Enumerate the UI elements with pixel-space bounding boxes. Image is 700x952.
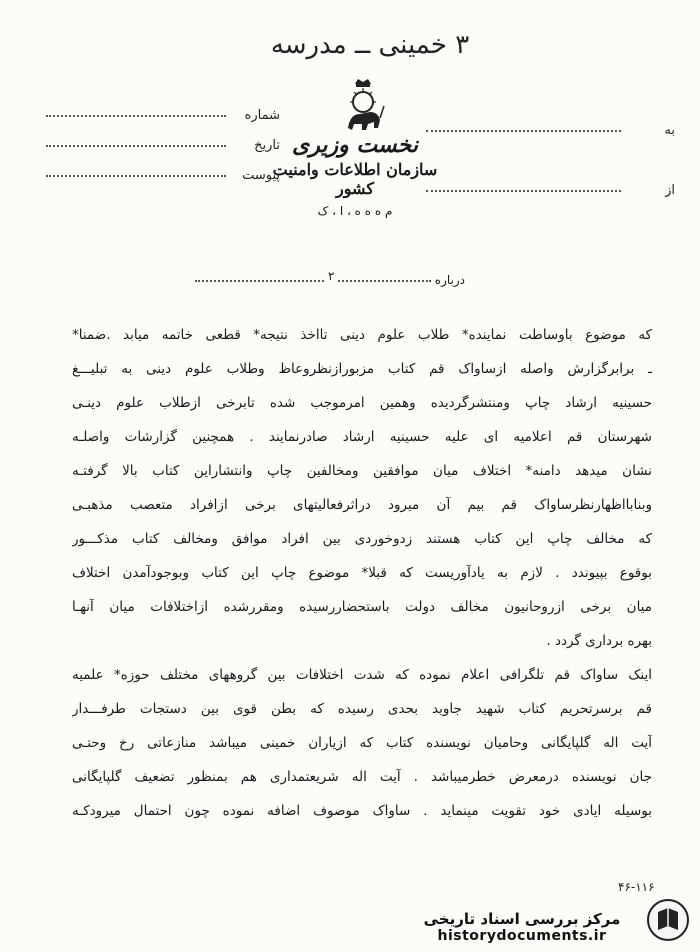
body-line: حسینیه ارشاد چاپ ومنتشرگردیده وهمین امرموجب شده تابرخی ازطلاب علوم دینـی	[72, 395, 652, 411]
meta-fields-left	[40, 100, 280, 190]
org-line-prime-ministry: نخست وزیری	[292, 132, 418, 158]
body-line: جان نویسنده درمعرض خطرمیباشد . آیت اله شریعتمداری هم بمنظور تضعیف گلپایگانی	[72, 769, 652, 785]
field-number	[40, 100, 280, 130]
page-number: ۲	[325, 269, 337, 283]
org-line-code: م ه ه ه ، ا ، ک	[317, 204, 393, 218]
dotted-line	[426, 129, 621, 132]
subject-field	[195, 270, 465, 290]
watermark-title: مرکز بررسی اسناد تاریخی	[423, 910, 621, 928]
body-line: ـ برابرگزارش واصله ازساواک قم کتاب مزبورازنظروعاظ وطلاب علوم دینی به تبلیـــغ	[72, 361, 652, 377]
field-from	[420, 160, 675, 220]
dotted-line	[426, 189, 621, 192]
dotted-line	[46, 114, 226, 117]
body-line: وبنابااظهارنظرساواک قم بیم آن میرود دراثرفعالیتهای برخی ازافراد متعصب مذهبـی	[72, 497, 652, 513]
lion-and-sun-emblem-icon	[340, 78, 386, 134]
organization-heading	[270, 132, 440, 218]
watermark-url: historydocuments.ir	[437, 928, 607, 944]
dotted-line	[46, 174, 226, 177]
field-to	[420, 100, 675, 160]
body-line: که مخالف چاپ این کتاب هستند زدوخوردی بین افراد موافق ومخالف کتاب مذکـــور	[72, 531, 652, 547]
watermark-logo-icon	[646, 898, 690, 942]
body-line: شهرستان قم اعلامیه ای علیه حسینیه ارشاد صادرنمایند . همچنین گزارشات واصلـه	[72, 429, 652, 445]
meta-fields-right	[420, 100, 675, 220]
body-line: بهره برداری گردد .	[546, 633, 652, 649]
body-line: آیت اله گلپایگانی وحامیان نویسنده کتاب که ازیاران خمینی میباشد منازعاتی رخ وحتـی	[72, 735, 652, 751]
reference-number: ۴۶-۱۱۶	[618, 880, 655, 894]
field-date	[40, 130, 280, 160]
body-line: اینک ساواک قم تلگرافی اعلام نموده که شدت اختلافات بین گروههای مختلف حوزه* علمیه	[72, 667, 652, 683]
dotted-line	[46, 144, 226, 147]
subject-label: درباره	[434, 273, 465, 287]
watermark	[402, 910, 642, 944]
body-line: میان برخی ازروحانیون مخالف دولت باستحضاررسیده ومقررشده ازاختلافات میان آنهـا	[72, 599, 652, 615]
body-line: بوسیله ایادی خود تقویت مینماید . ساواک موصوف اضافه نموده چون احتمال میرودکـه	[72, 803, 652, 819]
field-number-label: شماره	[244, 107, 280, 123]
body-line: که موضوع باوساطت نماینده* طلاب علوم دینی تااخذ نتیجه* قطعی خاتمه میابد .ضمنا*	[72, 327, 652, 343]
body-line: قم برسرتحریم کتاب شهید جاوید بحدی رسیده که بطن قوی بین دستجات طرفـــدار	[72, 701, 652, 717]
body-line: بوقوع بپیوندد . لازم به یادآوریست که قبلا* موضوع چاپ این کتاب وبوجودآمدن اختلاف	[72, 565, 652, 581]
field-date-label: تاریخ	[254, 137, 280, 153]
field-from-label: از	[665, 182, 675, 198]
document-body	[72, 318, 652, 828]
handwritten-title: ۳ خمینی ــ مدرسه	[270, 30, 470, 60]
dotted-line	[195, 268, 431, 283]
field-attachment-label: پیوست	[242, 167, 280, 183]
field-to-label: به	[664, 122, 675, 138]
field-attachment	[40, 160, 280, 190]
org-line-savak: سازمان اطلاعات وامنیت کشور	[272, 160, 438, 198]
body-line: نشان میدهد دامنه* اختلاف میان موافقین ومخالفین چاپ وانتشاراین کتاب بالا گرفتـه	[72, 463, 652, 479]
